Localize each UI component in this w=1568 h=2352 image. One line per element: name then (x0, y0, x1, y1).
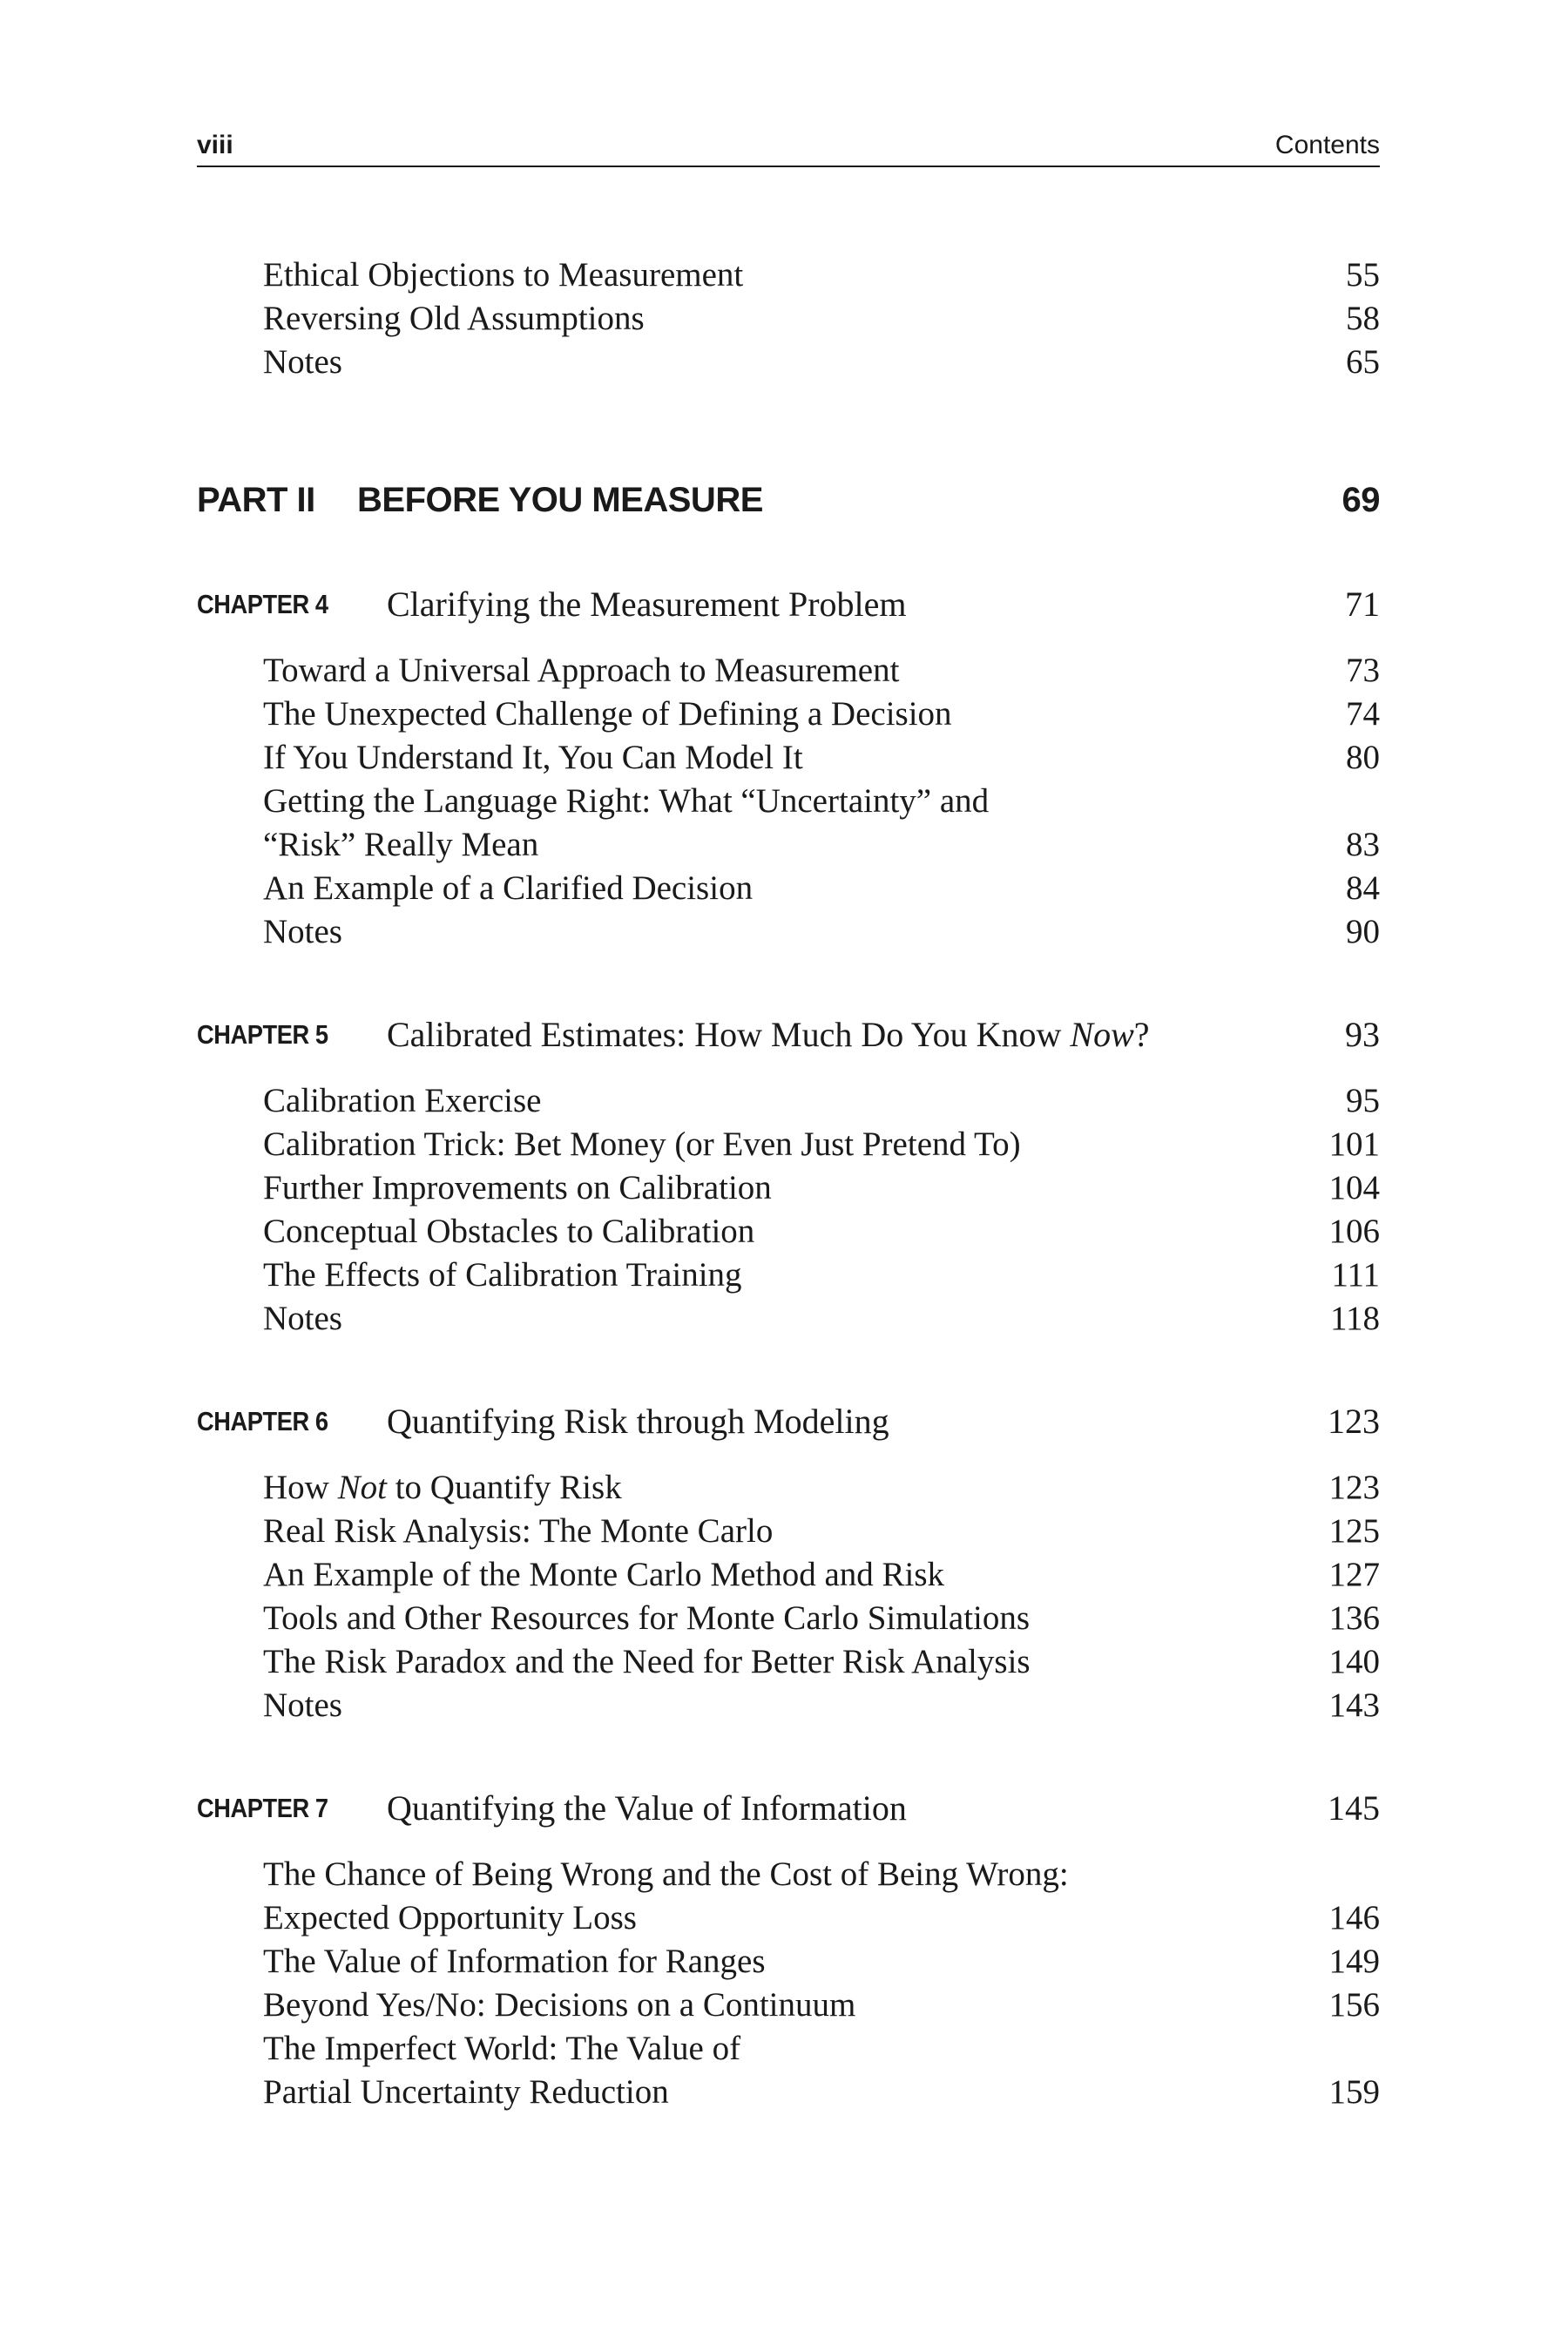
toc-entry (263, 2071, 1380, 2114)
chapter-label: CHAPTER 4 (197, 589, 328, 619)
toc-entry-page: 118 (1329, 1300, 1380, 1337)
toc-entry (263, 1597, 1380, 1640)
toc-entry-title: Calibration Trick: Bet Money (or Even Just Pretend To) (263, 1125, 1021, 1163)
toc-entry (263, 1123, 1380, 1166)
toc-entry-page: 127 (1328, 1556, 1380, 1593)
toc-entry-title: Notes (263, 1300, 342, 1337)
toc-entry-page: 104 (1328, 1169, 1380, 1206)
toc-entry-title: The Risk Paradox and the Need for Better Risk Analysis (263, 1643, 1031, 1680)
chapter-title-text: ? (1133, 1015, 1150, 1054)
toc-entry (263, 780, 1380, 823)
part-page: 69 (1342, 481, 1380, 519)
toc-entry (263, 1510, 1380, 1553)
toc-entry (263, 1896, 1380, 1940)
toc-entry-text: to Quantify Risk (386, 1469, 622, 1506)
toc-entry (263, 253, 1380, 297)
running-head (197, 127, 1380, 167)
toc-entry-title: Expected Opportunity Loss (263, 1899, 637, 1936)
toc-entry (263, 736, 1380, 780)
toc-entry-title: The Chance of Being Wrong and the Cost of Being Wrong: (263, 1855, 1069, 1893)
toc-entry-title: Tools and Other Resources for Monte Carlo Simulations (263, 1599, 1031, 1637)
chapter-title (387, 1012, 1150, 1058)
page-folio: viii (197, 131, 233, 159)
toc-entry-title: Beyond Yes/No: Decisions on a Continuum (263, 1986, 856, 2024)
toc-entry (263, 297, 1380, 341)
toc-entry-page: 106 (1328, 1213, 1380, 1250)
toc-entry (263, 2027, 1380, 2071)
toc-entry (263, 1254, 1380, 1297)
toc-entry-page: 143 (1328, 1686, 1380, 1724)
toc-entry-title: Partial Uncertainty Reduction (263, 2073, 669, 2111)
toc-entry-page: 111 (1331, 1256, 1380, 1294)
toc-entry-title (263, 1466, 622, 1510)
toc-entry-page: 90 (1346, 913, 1380, 950)
toc-entry (263, 1297, 1380, 1341)
toc-entry-page: 58 (1346, 300, 1380, 337)
toc-entry-page: 156 (1328, 1986, 1380, 2024)
toc-entry (263, 823, 1380, 867)
chapter-label: CHAPTER 7 (197, 1793, 328, 1823)
toc-entry-page: 95 (1346, 1082, 1380, 1119)
toc-entry-page: 74 (1346, 695, 1380, 733)
running-head-section: Contents (1274, 131, 1380, 159)
toc-entry-title: Notes (263, 913, 342, 950)
toc-entry-title: An Example of a Clarified Decision (263, 869, 754, 907)
toc-entry (263, 1684, 1380, 1727)
toc-entry-page: 140 (1328, 1643, 1380, 1680)
toc-entry (263, 1940, 1380, 1984)
toc-entry-title: Toward a Universal Approach to Measurement (263, 652, 900, 689)
toc-entry-page: 123 (1328, 1469, 1380, 1506)
toc-entry-title: “Risk” Really Mean (263, 826, 539, 863)
toc-entry-title: Real Risk Analysis: The Monte Carlo (263, 1512, 774, 1550)
toc-entry (263, 1079, 1380, 1123)
toc-entry-page: 73 (1346, 652, 1380, 689)
chapter-page: 145 (1328, 1788, 1380, 1828)
toc-entry-page: 84 (1346, 869, 1380, 907)
chapter-heading (197, 1012, 1380, 1058)
toc-entry (263, 693, 1380, 736)
chapter-page: 71 (1345, 585, 1380, 624)
toc-entry-title: Reversing Old Assumptions (263, 300, 645, 337)
toc-entry-emphasis: Not (337, 1469, 387, 1506)
toc-entry (263, 1166, 1380, 1210)
toc-entry-text: How (263, 1469, 338, 1506)
chapter-label: CHAPTER 5 (197, 1019, 328, 1050)
toc-entry (263, 1640, 1380, 1684)
toc-entry (263, 1210, 1380, 1254)
toc-entry-title: Further Improvements on Calibration (263, 1169, 772, 1206)
toc-entry (263, 649, 1380, 693)
toc-entry-title: Getting the Language Right: What “Uncertainty” and (263, 782, 990, 820)
toc-entry-page: 146 (1328, 1899, 1380, 1936)
chapter-title: Quantifying the Value of Information (387, 1788, 907, 1828)
chapter-label: CHAPTER 6 (197, 1406, 328, 1436)
toc-entry-page: 80 (1346, 739, 1380, 776)
toc-entry-page: 125 (1328, 1512, 1380, 1550)
chapter-heading (197, 1786, 1380, 1831)
toc-entry-page: 149 (1328, 1943, 1380, 1980)
chapter-title: Quantifying Risk through Modeling (387, 1402, 889, 1441)
part-title: BEFORE YOU MEASURE (357, 481, 763, 519)
chapter-heading (197, 582, 1380, 627)
toc-entry (263, 1553, 1380, 1597)
toc-entry (263, 910, 1380, 954)
toc-entry-title: Notes (263, 343, 342, 381)
toc-entry (263, 341, 1380, 384)
toc-entry-title: An Example of the Monte Carlo Method and Risk (263, 1556, 945, 1593)
toc-entry-page: 159 (1328, 2073, 1380, 2111)
toc-entry (263, 1466, 1380, 1510)
toc-entry-title: The Unexpected Challenge of Defining a Decision (263, 695, 952, 733)
toc-entry-page: 83 (1346, 826, 1380, 863)
toc-entry-page: 136 (1328, 1599, 1380, 1637)
toc-entry-title: Calibration Exercise (263, 1082, 542, 1119)
chapter-title: Clarifying the Measurement Problem (387, 585, 907, 624)
toc-entry-title: Notes (263, 1686, 342, 1724)
toc-entry-page: 55 (1346, 256, 1380, 294)
toc-entry-title: If You Understand It, You Can Model It (263, 739, 803, 776)
toc-entry-title: Conceptual Obstacles to Calibration (263, 1213, 755, 1250)
chapter-title-text: Calibrated Estimates: How Much Do You Know (387, 1015, 1071, 1054)
part-label: PART II (197, 481, 315, 519)
toc-entry-title: The Value of Information for Ranges (263, 1943, 766, 1980)
toc-entry-page: 101 (1328, 1125, 1380, 1163)
chapter-page: 123 (1328, 1402, 1380, 1441)
toc-entry-title: The Imperfect World: The Value of (263, 2030, 741, 2067)
toc-entry-page: 65 (1346, 343, 1380, 381)
toc-entry (263, 1984, 1380, 2027)
chapter-page: 93 (1345, 1015, 1380, 1054)
chapter-heading (197, 1399, 1380, 1444)
toc-entry (263, 1853, 1380, 1896)
toc-entry-title: Ethical Objections to Measurement (263, 256, 744, 294)
toc-entry-title: The Effects of Calibration Training (263, 1256, 742, 1294)
chapter-title-emphasis: Now (1070, 1015, 1134, 1054)
part-heading (197, 476, 1380, 524)
toc-entry (263, 867, 1380, 910)
